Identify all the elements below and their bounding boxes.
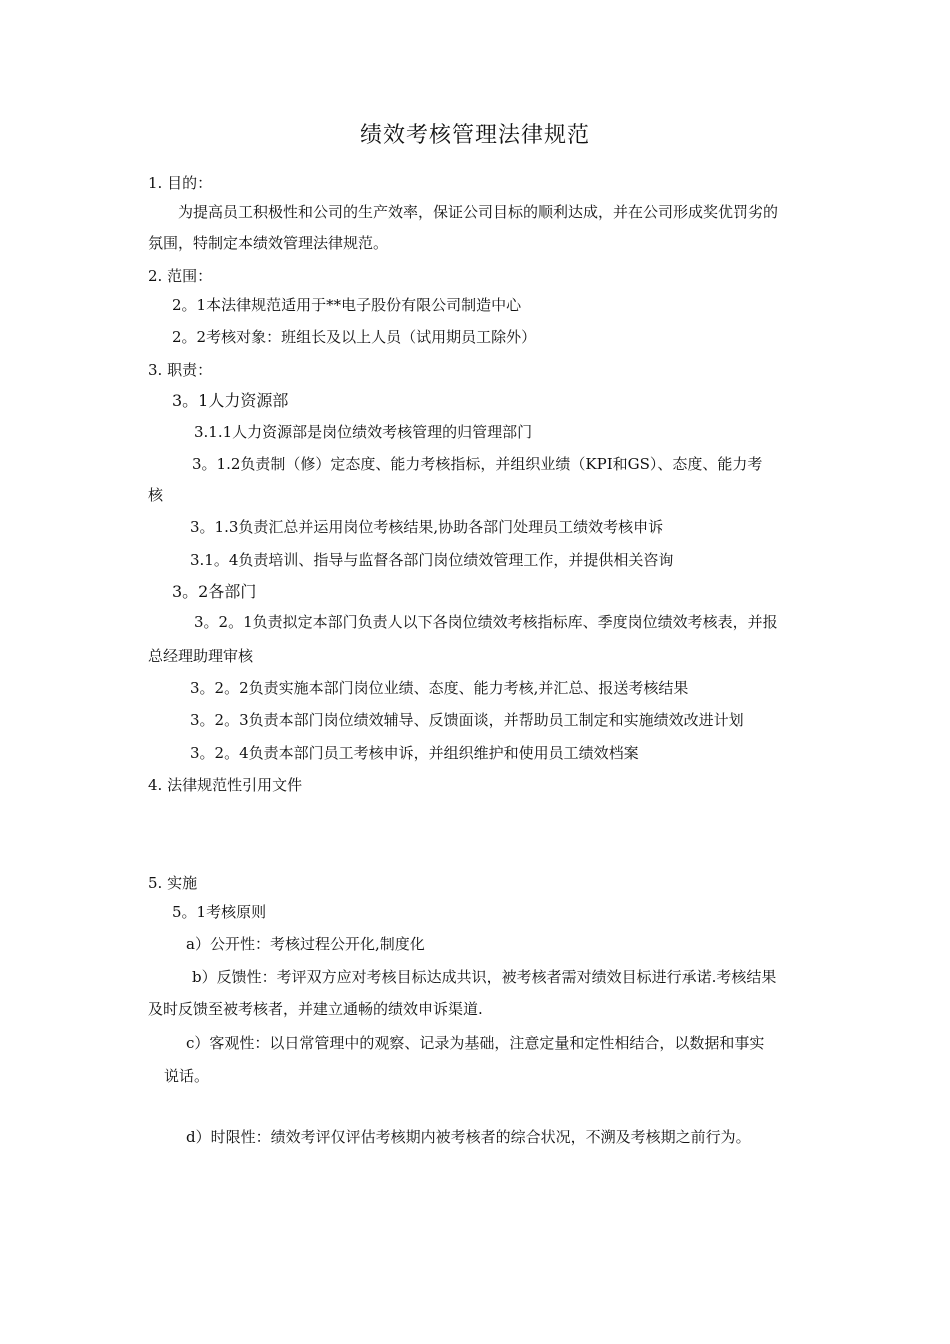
section-2-heading: 2. 范围： [148, 267, 213, 285]
duty-3-2-3: 3。2。3负责本部门岗位绩效辅导、反馈面谈，并帮助员工制定和实施绩效改进计划 [190, 711, 744, 729]
subsection-3-2-heading: 3。2各部门 [172, 582, 257, 601]
principle-a: a）公开性：考核过程公开化,制度化 [186, 935, 425, 953]
principle-d: d）时限性：绩效考评仅评估考核期内被考核者的综合状况，不溯及考核期之前行为。 [186, 1128, 751, 1146]
duty-3-1-2-line-2: 核 [148, 486, 164, 504]
duty-3-2-4: 3。2。4负责本部门员工考核申诉，并组织维护和使用员工绩效档案 [190, 744, 639, 762]
purpose-paragraph-line-1: 为提高员工积极性和公司的生产效率，保证公司目标的顺利达成，并在公司形成奖优罚劣的 [178, 203, 779, 221]
duty-3-2-1-line-1: 3。2。1负责拟定本部门负责人以下各岗位绩效考核指标库、季度岗位绩效考核表，并报 [194, 613, 778, 631]
scope-item-2-2: 2。2考核对象：班组长及以上人员（试用期员工除外） [172, 328, 537, 346]
purpose-paragraph-line-2: 氛围，特制定本绩效管理法律规范。 [148, 234, 389, 252]
principle-c-line-2: 说话。 [164, 1067, 210, 1085]
subsection-5-1-heading: 5。1考核原则 [172, 903, 267, 921]
duty-3-1-4: 3.1。4负责培训、指导与监督各部门岗位绩效管理工作，并提供相关咨询 [190, 551, 674, 569]
duty-3-2-2: 3。2。2负责实施本部门岗位业绩、态度、能力考核,并汇总、报送考核结果 [190, 679, 689, 697]
scope-item-2-1: 2。1本法律规范适用于**电子股份有限公司制造中心 [172, 296, 522, 314]
section-4-heading: 4. 法律规范性引用文件 [148, 776, 303, 794]
section-1-heading: 1. 目的： [148, 174, 213, 192]
document-title: 绩效考核管理法律规范 [359, 123, 590, 148]
principle-c-line-1: c）客观性：以日常管理中的观察、记录为基础，注意定量和定性相结合，以数据和事实 [186, 1034, 765, 1052]
principle-b-line-1: b）反馈性：考评双方应对考核目标达成共识，被考核者需对绩效目标进行承诺.考核结果 [192, 968, 777, 986]
duty-3-1-1: 3.1.1人力资源部是岗位绩效考核管理的归管理部门 [194, 423, 533, 441]
section-5-heading: 5. 实施 [148, 874, 198, 892]
principle-b-line-2: 及时反馈至被考核者，并建立通畅的绩效申诉渠道. [148, 1000, 483, 1018]
duty-3-2-1-line-2: 总经理助理审核 [148, 647, 254, 665]
section-3-heading: 3. 职责： [148, 361, 213, 379]
duty-3-1-2-line-1: 3。1.2负责制（修）定态度、能力考核指标，并组织业绩（KPI和GS）、态度、能力考 [192, 455, 763, 473]
duty-3-1-3: 3。1.3负责汇总并运用岗位考核结果,协助各部门处理员工绩效考核申诉 [190, 518, 664, 536]
subsection-3-1-heading: 3。1人力资源部 [172, 391, 289, 410]
